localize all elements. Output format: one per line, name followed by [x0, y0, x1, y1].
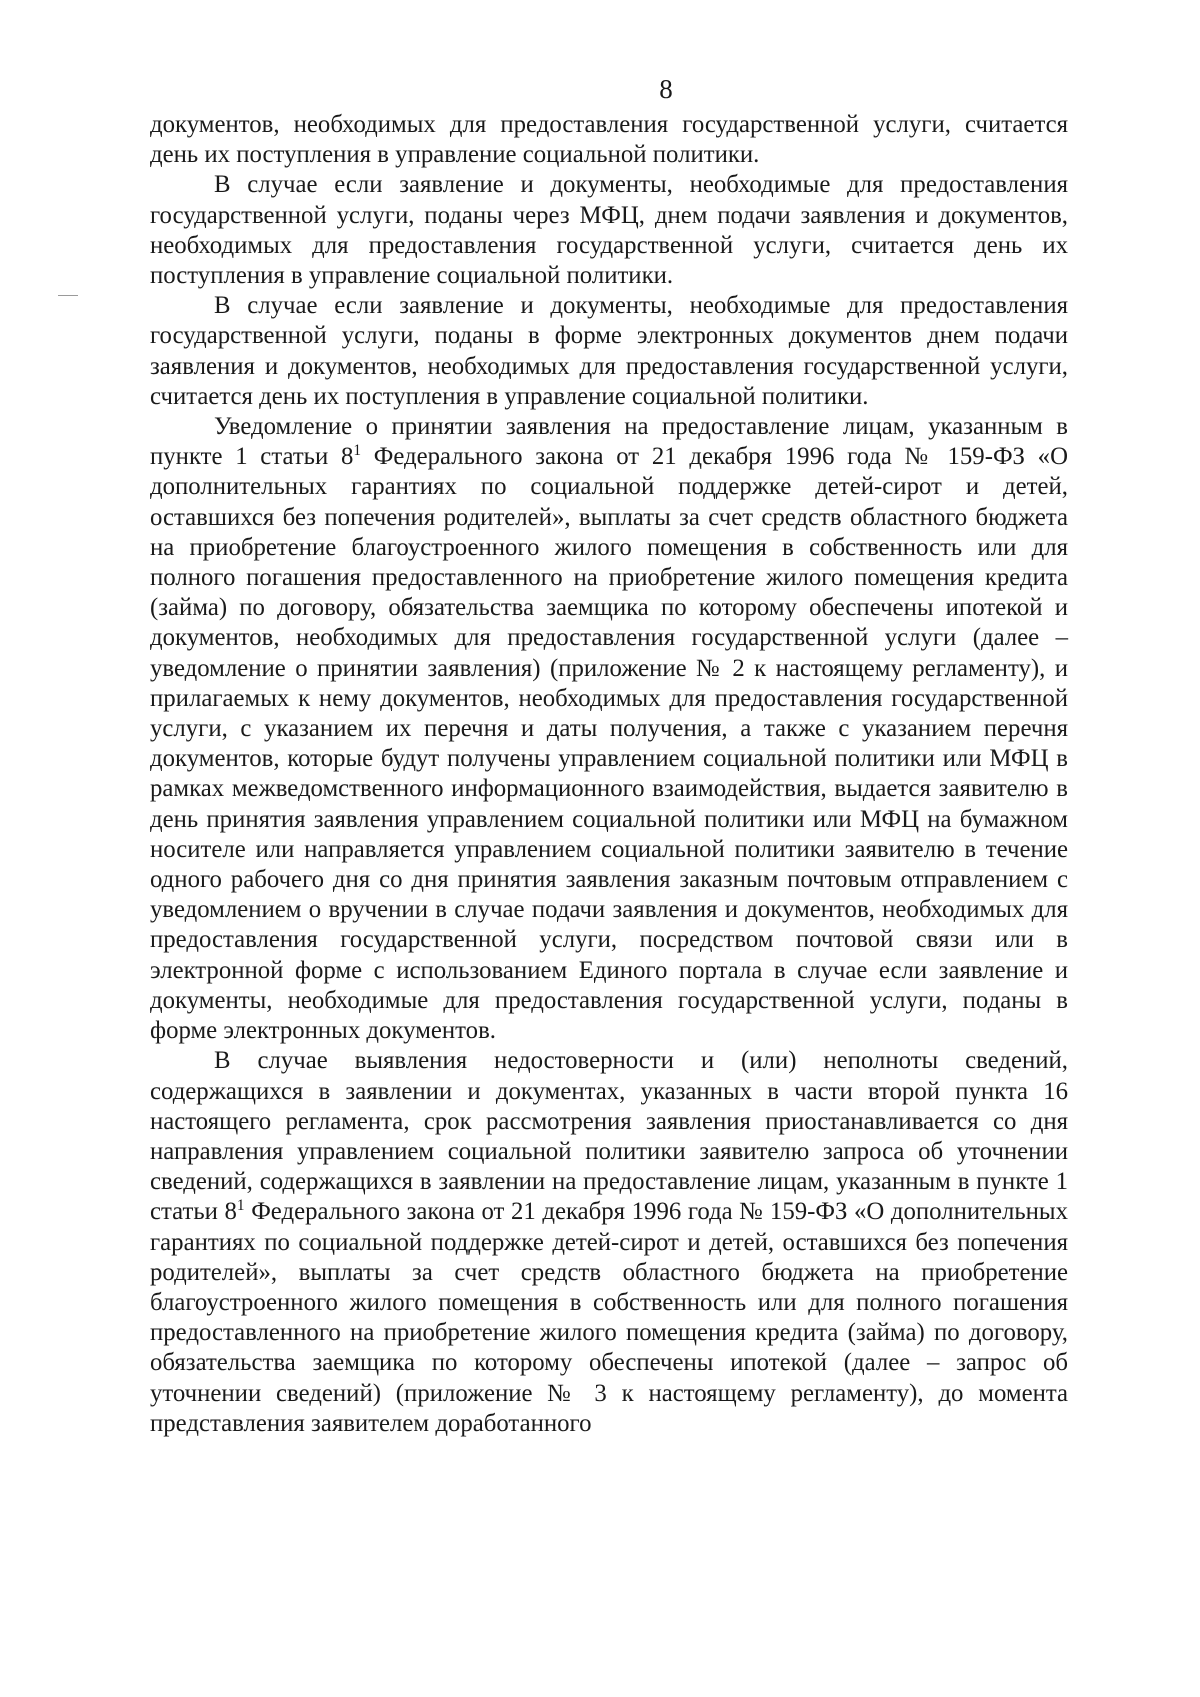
paragraph-continuation: документов, необходимых для предоставления государственной услуги, считается день их поступления в управление социальной политики.: [150, 111, 1068, 169]
article-superscript: 1: [353, 442, 362, 460]
document-body: [150, 110, 1068, 1439]
paragraph-electronic-submission: В случае если заявление и документы, необходимые для предоставления государственной услуги, поданы в форме электронных документов днем подачи заявления и документов, необходимых для предоставления государственной услуги, считается день их поступления в управление социальной политики.: [150, 292, 1068, 410]
article-superscript: 1: [236, 1197, 245, 1215]
page-number: 8: [659, 74, 673, 104]
paragraph-notification-part-2: Федерального закона от 21 декабря 1996 года № 159-ФЗ «О дополнительных гарантиях по социальной поддержке детей-сирот и детей, оставшихся без попечения родителей», выплаты за счет средств областного бюджета на приобретение благоустроенного жилого помещения в собственность или для полного погашения предоставленного на приобретение жилого помещения кредита (займа) по договору, обязательства заемщика по которому обеспечены ипотекой и документов, необходимых для предоставления государственной услуги (далее – уведомление о принятии заявления) (приложение № 2 к настоящему регламенту), и прилагаемых к нему документов, необходимых для предоставления государственной услуги, с указанием их перечня и даты получения, а также с указанием перечня документов, которые будут получены управлением социальной политики или МФЦ в рамках межведомственного информационного взаимодействия, выдается заявителю в день принятия заявления управлением социальной политики или МФЦ на бумажном носителе или направляется управлением социальной политики заявителю в течение одного рабочего дня со дня принятия заявления заказным почтовым отправлением с уведомлением о вручении в случае подачи заявления и документов, необходимых для предоставления государственной услуги, посредством почтовой связи или в электронной форме с использованием Единого портала в случае если заявление и документы, необходимые для предоставления государственной услуги, поданы в форме электронных документов.: [150, 443, 1068, 1045]
paragraph-inaccuracy: [150, 1046, 1068, 1439]
margin-scan-mark: [58, 295, 78, 296]
paragraph-inaccuracy-part-2: Федерального закона от 21 декабря 1996 года № 159-ФЗ «О дополнительных гарантиях по социальной поддержке детей-сирот и детей, оставшихся без попечения родителей», выплаты за счет средств областного бюджета на приобретение благоустроенного жилого помещения в собственность или для полного погашения предоставленного на приобретение жилого помещения кредита (займа) по договору, обязательства заемщика по которому обеспечены ипотекой (далее – запрос об уточнении сведений) (приложение № 3 к настоящему регламенту), до момента представления заявителем доработанного: [150, 1198, 1068, 1437]
paragraph-inaccuracy-part-1: В случае выявления недостоверности и (или) неполноты сведений, содержащихся в заявлении и документах, указанных в части второй пункта 16 настоящего регламента, срок рассмотрения заявления приостанавливается со дня направления управлением социальной политики заявителю запроса об уточнении сведений, содержащихся в заявлении на предоставление лицам, указанным в пункте 1 статьи 8: [150, 1047, 1068, 1226]
paragraph-notification-part-1: Уведомление о принятии заявления на предоставление лицам, указанным в пункте 1 статьи 8: [150, 413, 1068, 471]
paragraph-notification: [150, 412, 1068, 1046]
paragraph-mfc-submission: В случае если заявление и документы, необходимые для предоставления государственной услуги, поданы через МФЦ, днем подачи заявления и документов, необходимых для предоставления государственной услуги, считается день их поступления в управление социальной политики.: [150, 171, 1068, 290]
